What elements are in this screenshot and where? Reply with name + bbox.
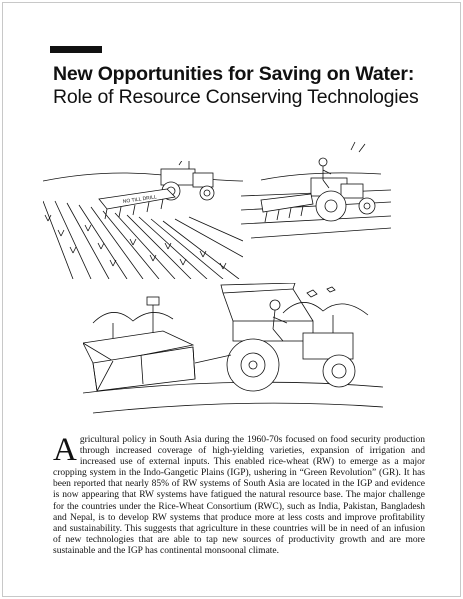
title-bold-part: New Opportunities for Saving on Water:	[53, 63, 415, 85]
document-page	[2, 2, 461, 597]
intro-paragraph-text: gricultural policy in South Asia during the 1960-70s focused on food security production through increased coverage of high-yielding varieties, expansion of irrigation and increased use of external inputs. This enabled rice-wheat (RW) to emerge as a major cropping system in the Indo-Gangetic Plains (IGP), ushering in “Green Revolution” (GR). It has been reported that nearly 85% of RW systems of South Asia are located in the IGP and evidence is now appearing that RW systems have fatigued the natural resource base. The major challenge for the countries under the Rice-Wheat Consortium (RWC), such as India, Pakistan, Bangladesh and Nepal, is to develop RW systems that produce more at less costs and improve profitability and sustainability. This suggests that agriculture in these countries will be in need of an infusion of new technologies that are able to tap new sources of productivity growth and are more sustainable and the IGP has continental monsoonal climate.	[53, 435, 425, 556]
page-title	[53, 63, 443, 109]
title-accent-bar	[50, 46, 102, 53]
intro-paragraph	[53, 432, 425, 557]
laser-leveler-tractor-illustration	[83, 283, 383, 423]
title-light-part: Role of Resource Conserving Technologies	[53, 86, 419, 108]
drop-cap-letter: A	[53, 432, 77, 468]
tractor-drill-illustration	[241, 140, 391, 240]
drill-label: NO TILL DRILL	[122, 194, 158, 205]
no-till-seeder-illustration	[43, 161, 243, 279]
